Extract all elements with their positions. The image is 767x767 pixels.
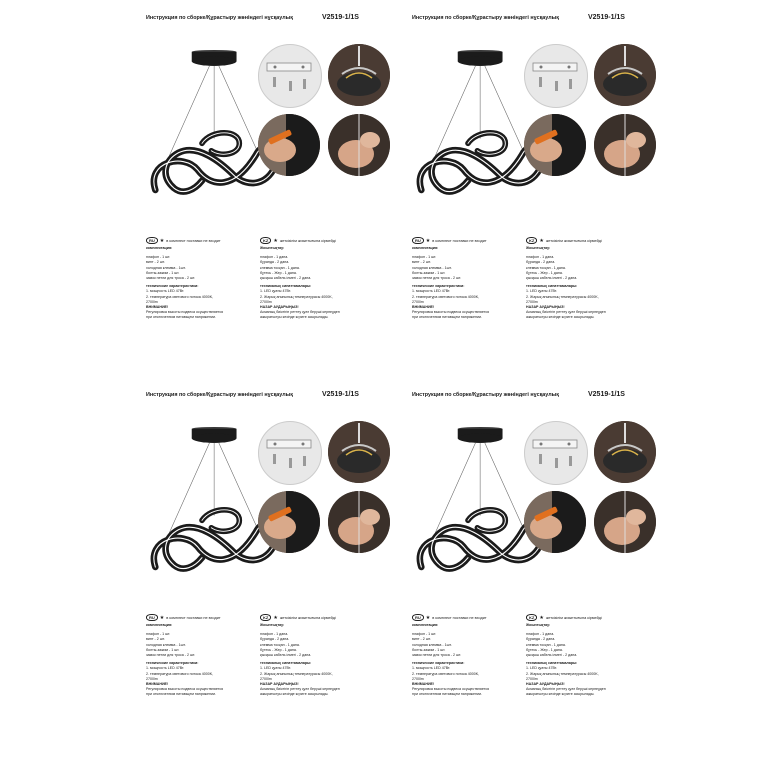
ru-delivery-note: в комплект поставки не входит	[432, 615, 487, 620]
ru-flag-badge: RU	[146, 614, 158, 621]
ru-spec-item: 2700lm	[146, 299, 158, 304]
ru-kit-item: замок петли для троса - 2 шт.	[412, 653, 462, 658]
model-number: V2519-1/1S	[322, 14, 359, 21]
ru-spec-title: технические характеристики:	[146, 661, 199, 666]
kz-kit-item: клемма тосқан - 1 дана.	[526, 642, 566, 647]
kz-spec-item: 1. LED қуаты 47Вт.	[526, 289, 557, 294]
ru-warning-line: Регулировка высоты подвеса осуществляется	[146, 310, 224, 315]
sheet-title: Инструкция по сборке/Құрастыру жөніндегі нұсқаулық	[146, 392, 293, 398]
ru-kit-title: комплектация:	[412, 623, 439, 627]
ru-spec-item: 1. мощность LED 47Вт.	[412, 666, 451, 671]
ru-kit-item: плафон - 1 шт.	[146, 255, 171, 260]
cable-adjust-photo	[328, 114, 390, 176]
junction-box-photo	[594, 421, 656, 483]
kz-spec-title: техникалық сипаттамалары:	[526, 661, 578, 666]
kz-header	[260, 614, 336, 621]
kz-warning-line: ажыратылуы кезінде жүзеге асырылады.	[260, 315, 329, 320]
ru-spec-item: 2. температура светового потока 4000K,	[412, 671, 480, 676]
ru-kit-item: холодная клемма - 1шт.	[146, 265, 186, 270]
kz-kit-item: бұранда - 2 дана.	[260, 637, 290, 642]
sheet-title: Инструкция по сборке/Құрастыру жөніндегі нұсқаулық	[412, 392, 559, 398]
kz-kit-item: клемма тосқан - 1 дана.	[526, 265, 566, 270]
kz-header	[526, 614, 602, 621]
ru-spec-item: 2. температура светового потока 4000K,	[146, 671, 214, 676]
ru-spec-item: 1. мощность LED 47Вт.	[146, 289, 185, 294]
ru-warning-line: Регулировка высоты подвеса осуществляется	[412, 310, 490, 315]
ru-header	[412, 614, 487, 621]
ru-warning-line: при отключенном питающем напряжении.	[146, 692, 217, 697]
ru-flag-badge: RU	[412, 237, 424, 244]
kz-spec-item: 2. Жарық ағынының температурасы 4000K,	[526, 671, 599, 676]
ru-kit-item: холодная клемма - 1шт.	[412, 642, 452, 647]
ru-text-column	[146, 623, 258, 698]
ru-spec-item: 1. мощность LED 47Вт.	[412, 289, 451, 294]
star-icon: ★	[425, 237, 431, 244]
kz-kit-title: Жиынтықтау:	[260, 623, 285, 627]
instruction-sheet	[146, 14, 406, 364]
kz-warning-title: НАЗАР АУДАРЫҢЫЗ!	[260, 305, 299, 310]
star-icon: ★	[273, 614, 278, 621]
ru-kit-title: комплектация:	[412, 246, 439, 250]
kz-delivery-note: жеткізілім жиынтығына кірмейді	[545, 615, 602, 620]
kz-kit-item: клемма тосқан - 1 дана.	[260, 265, 300, 270]
kz-spec-item: 2. Жарық ағынының температурасы 4000K,	[526, 294, 599, 299]
kz-kit-item: плафон - 1 дана.	[526, 632, 555, 637]
instruction-sheet	[412, 14, 672, 364]
cable-adjust-photo	[594, 114, 656, 176]
kz-spec-item: 1. LED қуаты 47Вт.	[260, 666, 291, 671]
kz-spec-item: 2. Жарық ағынының температурасы 4000K,	[260, 294, 333, 299]
ru-spec-item: 2700lm	[412, 676, 424, 681]
kz-text-column	[260, 246, 372, 321]
kz-kit-item: қысқыш кабель ілмегі - 2 дана.	[260, 653, 312, 658]
kz-kit-item: бұранда - 2 дана.	[526, 260, 556, 265]
ru-spec-item: 2700lm	[146, 676, 158, 681]
ru-flag-badge: RU	[412, 614, 424, 621]
kz-text-column	[526, 246, 638, 321]
kz-kit-item: бұтесь - Жер - 1 дана.	[526, 647, 563, 652]
star-icon: ★	[539, 614, 544, 621]
screwdriver-photo	[524, 114, 586, 176]
kz-flag-badge: KZ	[260, 237, 271, 244]
kz-kit-item: бұранда - 2 дана.	[260, 260, 290, 265]
kz-spec-item: 1. LED қуаты 47Вт.	[526, 666, 557, 671]
kz-warning-title: НАЗАР АУДАРЫҢЫЗ!	[526, 682, 565, 687]
star-icon: ★	[159, 614, 165, 621]
ru-kit-item: замок петли для троса - 2 шт.	[146, 653, 196, 658]
kz-flag-badge: KZ	[260, 614, 271, 621]
kz-warning-line: Асманың биіктігін реттеу қуат беруші кернеуден	[260, 310, 340, 315]
star-icon: ★	[539, 237, 544, 244]
kz-flag-badge: KZ	[526, 614, 537, 621]
ru-kit-title: комплектация:	[146, 246, 173, 250]
sheet-header	[412, 14, 672, 28]
kz-kit-item: плафон - 1 дана.	[260, 255, 289, 260]
kz-text-column	[260, 623, 372, 698]
ru-kit-item: винт - 2 шт.	[146, 260, 165, 265]
kz-spec-title: техникалық сипаттамалары:	[260, 661, 312, 666]
sheet-header	[412, 391, 672, 405]
ru-text-column	[412, 246, 524, 321]
ru-warning-title: ВНИМАНИЕ!	[412, 305, 435, 310]
sheet-header	[146, 14, 406, 28]
kz-kit-item: қысқыш кабель ілмегі - 2 дана.	[526, 653, 578, 658]
kz-warning-title: НАЗАР АУДАРЫҢЫЗ!	[260, 682, 299, 687]
mounting-bracket-photo	[524, 421, 588, 485]
kz-spec-title: техникалық сипаттамалары:	[260, 284, 312, 289]
kz-kit-item: бұтесь - Жер - 1 дана.	[260, 647, 297, 652]
ru-spec-item: 1. мощность LED 47Вт.	[146, 666, 185, 671]
kz-kit-title: Жиынтықтау:	[260, 246, 285, 250]
ru-warning-title: ВНИМАНИЕ!	[146, 305, 169, 310]
ru-delivery-note: в комплект поставки не входит	[166, 615, 221, 620]
kz-warning-line: ажыратылуы кезінде жүзеге асырылады.	[260, 692, 329, 697]
kz-delivery-note: жеткізілім жиынтығына кірмейді	[545, 238, 602, 243]
junction-box-photo	[328, 421, 390, 483]
kz-warning-line: ажыратылуы кезінде жүзеге асырылады.	[526, 692, 595, 697]
cable-adjust-photo	[328, 491, 390, 553]
kz-kit-item: қысқыш кабель ілмегі - 2 дана.	[526, 276, 578, 281]
kz-kit-item: плафон - 1 дана.	[526, 255, 555, 260]
ru-delivery-note: в комплект поставки не входит	[166, 238, 221, 243]
ru-warning-line: Регулировка высоты подвеса осуществляется	[412, 687, 490, 692]
ru-kit-item: винт - 2 шт.	[146, 637, 165, 642]
kz-spec-item: 2700lm	[260, 676, 272, 681]
kz-kit-item: бұтесь - Жер - 1 дана.	[260, 270, 297, 275]
ru-kit-item: болты-зажим - 1 шт.	[146, 270, 180, 275]
ru-kit-item: плафон - 1 шт.	[412, 632, 437, 637]
ru-warning-line: при отключенном питающем напряжении.	[412, 315, 483, 320]
ru-warning-title: ВНИМАНИЕ!	[146, 682, 169, 687]
kz-spec-item: 2. Жарық ағынының температурасы 4000K,	[260, 671, 333, 676]
instruction-sheet	[412, 391, 672, 741]
kz-kit-item: бұранда - 2 дана.	[526, 637, 556, 642]
ru-kit-item: болты-зажим - 1 шт.	[412, 270, 446, 275]
kz-header	[526, 237, 602, 244]
ru-flag-badge: RU	[146, 237, 158, 244]
model-number: V2519-1/1S	[588, 391, 625, 398]
ru-header	[146, 237, 221, 244]
ru-kit-item: болты-зажим - 1 шт.	[146, 647, 180, 652]
ru-kit-title: комплектация:	[146, 623, 173, 627]
kz-kit-title: Жиынтықтау:	[526, 623, 551, 627]
ru-kit-item: плафон - 1 шт.	[412, 255, 437, 260]
ru-header	[146, 614, 221, 621]
ru-spec-title: технические характеристики:	[412, 661, 465, 666]
star-icon: ★	[273, 237, 278, 244]
kz-warning-title: НАЗАР АУДАРЫҢЫЗ!	[526, 305, 565, 310]
instruction-sheet	[146, 391, 406, 741]
kz-warning-line: Асманың биіктігін реттеу қуат беруші кернеуден	[260, 687, 340, 692]
ru-warning-line: при отключенном питающем напряжении.	[146, 315, 217, 320]
screwdriver-photo	[258, 491, 320, 553]
kz-kit-item: плафон - 1 дана.	[260, 632, 289, 637]
kz-spec-title: техникалық сипаттамалары:	[526, 284, 578, 289]
ru-kit-item: винт - 2 шт.	[412, 637, 431, 642]
kz-kit-item: бұтесь - Жер - 1 дана.	[526, 270, 563, 275]
junction-box-photo	[594, 44, 656, 106]
ru-text-column	[412, 623, 524, 698]
ru-spec-item: 2. температура светового потока 4000K,	[146, 294, 214, 299]
ru-spec-item: 2. температура светового потока 4000K,	[412, 294, 480, 299]
ru-spec-item: 2700lm	[412, 299, 424, 304]
kz-warning-line: Асманың биіктігін реттеу қуат беруші кернеуден	[526, 310, 606, 315]
mounting-bracket-photo	[258, 421, 322, 485]
kz-flag-badge: KZ	[526, 237, 537, 244]
ru-kit-item: плафон - 1 шт.	[146, 632, 171, 637]
sheet-title: Инструкция по сборке/Құрастыру жөніндегі нұсқаулық	[146, 15, 293, 21]
kz-delivery-note: жеткізілім жиынтығына кірмейді	[279, 238, 336, 243]
ru-kit-item: холодная клемма - 1шт.	[412, 265, 452, 270]
ru-spec-title: технические характеристики:	[412, 284, 465, 289]
kz-header	[260, 237, 336, 244]
ru-kit-item: винт - 2 шт.	[412, 260, 431, 265]
kz-text-column	[526, 623, 638, 698]
ru-spec-title: технические характеристики:	[146, 284, 199, 289]
junction-box-photo	[328, 44, 390, 106]
sheet-title: Инструкция по сборке/Құрастыру жөніндегі нұсқаулық	[412, 15, 559, 21]
ru-kit-item: болты-зажим - 1 шт.	[412, 647, 446, 652]
kz-kit-item: қысқыш кабель ілмегі - 2 дана.	[260, 276, 312, 281]
kz-delivery-note: жеткізілім жиынтығына кірмейді	[279, 615, 336, 620]
ru-warning-line: Регулировка высоты подвеса осуществляется	[146, 687, 224, 692]
ru-kit-item: замок петли для троса - 2 шт.	[146, 276, 196, 281]
ru-text-column	[146, 246, 258, 321]
screwdriver-photo	[524, 491, 586, 553]
kz-kit-title: Жиынтықтау:	[526, 246, 551, 250]
star-icon: ★	[159, 237, 165, 244]
cable-adjust-photo	[594, 491, 656, 553]
kz-spec-item: 2700lm	[260, 299, 272, 304]
kz-spec-item: 2700lm	[526, 299, 538, 304]
kz-kit-item: клемма тосқан - 1 дана.	[260, 642, 300, 647]
star-icon: ★	[425, 614, 431, 621]
mounting-bracket-photo	[258, 44, 322, 108]
screwdriver-photo	[258, 114, 320, 176]
sheet-header	[146, 391, 406, 405]
kz-spec-item: 1. LED қуаты 47Вт.	[260, 289, 291, 294]
kz-spec-item: 2700lm	[526, 676, 538, 681]
ru-kit-item: замок петли для троса - 2 шт.	[412, 276, 462, 281]
model-number: V2519-1/1S	[588, 14, 625, 21]
ru-warning-title: ВНИМАНИЕ!	[412, 682, 435, 687]
ru-warning-line: при отключенном питающем напряжении.	[412, 692, 483, 697]
mounting-bracket-photo	[524, 44, 588, 108]
ru-kit-item: холодная клемма - 1шт.	[146, 642, 186, 647]
ru-header	[412, 237, 487, 244]
kz-warning-line: Асманың биіктігін реттеу қуат беруші кернеуден	[526, 687, 606, 692]
kz-warning-line: ажыратылуы кезінде жүзеге асырылады.	[526, 315, 595, 320]
ru-delivery-note: в комплект поставки не входит	[432, 238, 487, 243]
model-number: V2519-1/1S	[322, 391, 359, 398]
